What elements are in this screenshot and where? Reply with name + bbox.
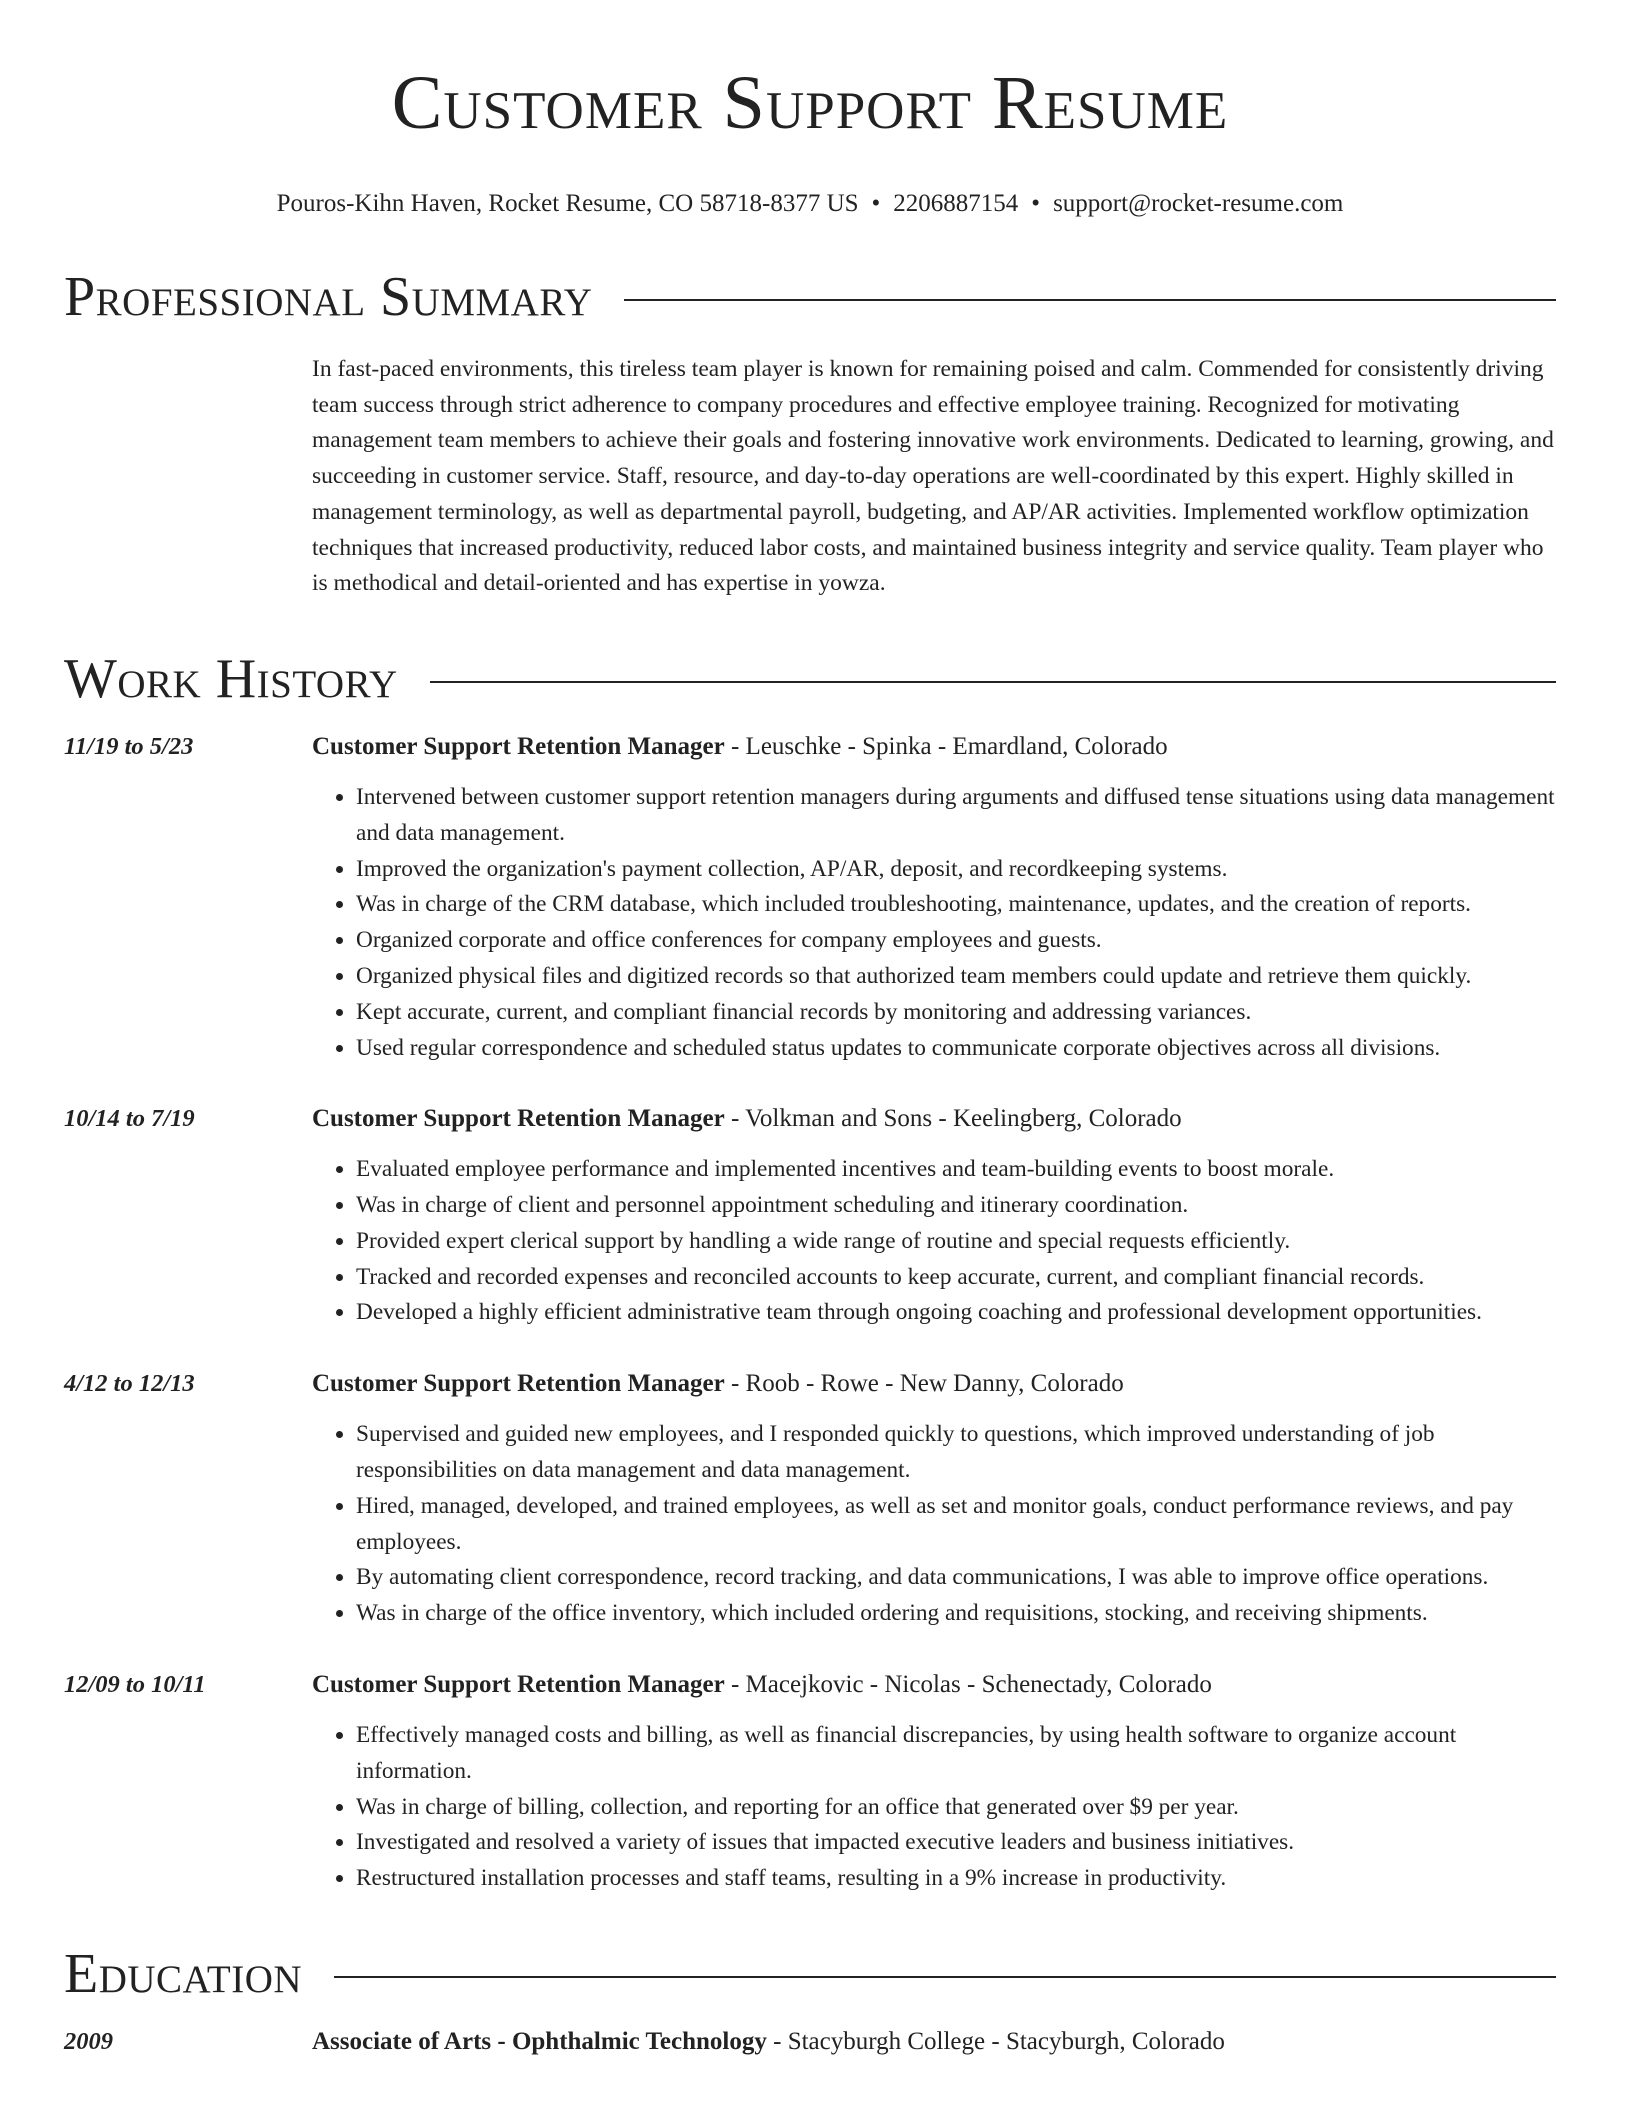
contact-line bbox=[64, 188, 1556, 220]
job-bullet: • Was in charge of client and personnel appointment scheduling and itinerary coordination. bbox=[356, 1188, 1556, 1224]
resume-title: Customer Support Resume bbox=[391, 61, 1229, 145]
contact-separator: • bbox=[1031, 190, 1041, 217]
job-bullet: • Hired, managed, developed, and trained employees, as well as set and monitor goals, conduct performance reviews, and pay employees. bbox=[356, 1489, 1556, 1561]
section-title: Work History bbox=[64, 647, 398, 710]
job-title-line bbox=[312, 730, 1556, 764]
job-employer-location: - Leuschke - Spinka - Emardland, Colorado bbox=[724, 732, 1168, 760]
section-heading-work-history bbox=[64, 646, 1556, 712]
job-bullet: • Kept accurate, current, and compliant financial records by monitoring and addressing variances. bbox=[356, 995, 1556, 1031]
job-bullet: • Improved the organization's payment collection, AP/AR, deposit, and recordkeeping systems. bbox=[356, 852, 1556, 888]
job-dates: 12/09 to 10/11 bbox=[64, 1671, 206, 1699]
job-employer-location: - Macejkovic - Nicolas - Schenectady, Colorado bbox=[724, 1671, 1212, 1699]
job-bullets bbox=[312, 780, 1556, 1066]
education-degree: Associate of Arts - Ophthalmic Technology bbox=[312, 2028, 767, 2056]
resume-page bbox=[64, 0, 1556, 2059]
job-entry bbox=[64, 1102, 1556, 1331]
job-bullet: • Was in charge of the office inventory, which included ordering and requisitions, stocking, and receiving shipments. bbox=[356, 1596, 1556, 1632]
job-dates: 10/14 to 7/19 bbox=[64, 1105, 195, 1133]
job-body bbox=[312, 1102, 1556, 1331]
job-employer-location: - Volkman and Sons - Keelingberg, Colorado bbox=[724, 1105, 1182, 1133]
contact-email: support@rocket-resume.com bbox=[1053, 190, 1344, 217]
work-history-list bbox=[64, 730, 1556, 1897]
job-bullet: • Investigated and resolved a variety of issues that impacted executive leaders and business initiatives. bbox=[356, 1825, 1556, 1861]
job-bullet: • Tracked and recorded expenses and reconciled accounts to keep accurate, current, and compliant financial records. bbox=[356, 1260, 1556, 1296]
job-bullet: • Used regular correspondence and scheduled status updates to communicate corporate objectives across all divisions. bbox=[356, 1031, 1556, 1067]
section-divider bbox=[334, 1976, 1556, 1978]
summary-text: In fast-paced environments, this tireless team player is known for remaining poised and calm. Commended for consistently driving team success through strict adherence to company procedures and effective employee training. Recognized for motivating management team members to achieve their goals and fostering innovative work environments. Dedicated to learning, growing, and succeeding in customer service. Staff, resource, and day-to-day operations are well-coordinated by this expert. Highly skilled in management terminology, as well as departmental payroll, budgeting, and AP/AR activities. Implemented workflow optimization techniques that increased productivity, reduced labor costs, and maintained business integrity and service quality. Team player who is methodical and detail-oriented and has expertise in yowza. bbox=[312, 356, 1554, 597]
section-heading-summary bbox=[64, 264, 1556, 330]
job-bullet: • Was in charge of billing, collection, and reporting for an office that generated over $9 per year. bbox=[356, 1790, 1556, 1826]
education-body bbox=[312, 2025, 1225, 2059]
job-title-line bbox=[312, 1668, 1556, 1702]
job-bullet: • Organized corporate and office conferences for company employees and guests. bbox=[356, 923, 1556, 959]
job-dates: 11/19 to 5/23 bbox=[64, 732, 194, 760]
job-entry bbox=[64, 1668, 1556, 1897]
job-bullets bbox=[312, 1718, 1556, 1897]
job-title: Customer Support Retention Manager bbox=[312, 732, 725, 760]
job-bullet: • Was in charge of the CRM database, which included troubleshooting, maintenance, updates, and the creation of reports. bbox=[356, 887, 1556, 923]
section-title: Professional Summary bbox=[64, 266, 593, 328]
job-bullet: • By automating client correspondence, record tracking, and data communications, I was able to improve office operations. bbox=[356, 1560, 1556, 1596]
section-title: Education bbox=[64, 1943, 303, 2006]
job-title-line bbox=[312, 1367, 1556, 1401]
job-title: Customer Support Retention Manager bbox=[312, 1671, 725, 1699]
job-body bbox=[312, 1668, 1556, 1897]
education-year: 2009 bbox=[64, 2028, 113, 2056]
education-list bbox=[64, 2025, 1556, 2059]
job-bullet: • Developed a highly efficient administrative team through ongoing coaching and professional development opportunities. bbox=[356, 1295, 1556, 1331]
job-title: Customer Support Retention Manager bbox=[312, 1370, 725, 1398]
job-bullet: • Intervened between customer support retention managers during arguments and diffused tense situations using data management and data management. bbox=[356, 780, 1556, 852]
job-bullet: • Supervised and guided new employees, and I responded quickly to questions, which improved understanding of job responsibilities on data management and data management. bbox=[356, 1417, 1556, 1489]
job-bullet: • Provided expert clerical support by handling a wide range of routine and special requests efficiently. bbox=[356, 1224, 1556, 1260]
job-bullet: • Evaluated employee performance and implemented incentives and team-building events to boost morale. bbox=[356, 1152, 1556, 1188]
job-body bbox=[312, 1367, 1556, 1632]
education-entry bbox=[64, 2025, 1556, 2059]
contact-separator: • bbox=[871, 190, 881, 217]
section-heading-education bbox=[64, 1941, 1556, 2007]
job-bullets bbox=[312, 1417, 1556, 1632]
job-title: Customer Support Retention Manager bbox=[312, 1105, 725, 1133]
job-dates: 4/12 to 12/13 bbox=[64, 1370, 195, 1398]
job-body bbox=[312, 730, 1556, 1066]
job-entry bbox=[64, 730, 1556, 1066]
section-divider bbox=[430, 681, 1556, 683]
job-title-line bbox=[312, 1102, 1556, 1136]
job-bullet: • Restructured installation processes and staff teams, resulting in a 9% increase in productivity. bbox=[356, 1861, 1556, 1897]
job-bullet: • Organized physical files and digitized records so that authorized team members could update and retrieve them quickly. bbox=[356, 959, 1556, 995]
job-bullet: • Effectively managed costs and billing, as well as financial discrepancies, by using health software to organize account information. bbox=[356, 1718, 1556, 1790]
job-employer-location: - Roob - Rowe - New Danny, Colorado bbox=[724, 1370, 1124, 1398]
job-entry bbox=[64, 1367, 1556, 1632]
job-bullets bbox=[312, 1152, 1556, 1331]
section-divider bbox=[624, 299, 1556, 301]
education-school-location: - Stacyburgh College - Stacyburgh, Colorado bbox=[766, 2028, 1225, 2056]
contact-phone: 2206887154 bbox=[893, 190, 1019, 217]
contact-address: Pouros-Kihn Haven, Rocket Resume, CO 58718-8377 US bbox=[276, 190, 859, 217]
